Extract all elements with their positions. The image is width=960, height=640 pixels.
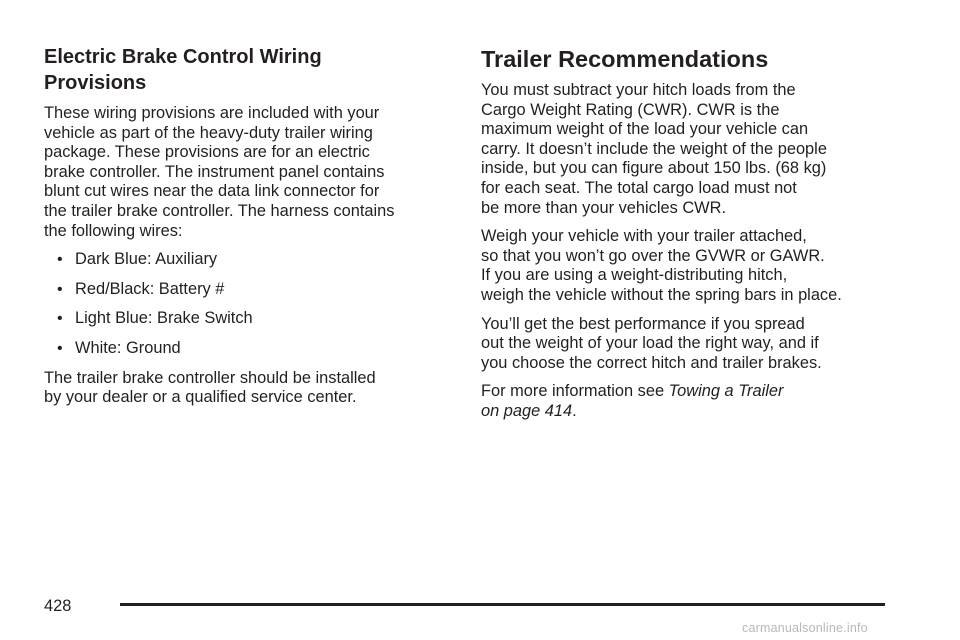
wire-list [44, 250, 420, 358]
text-line: You’ll get the best performance if you spread [481, 314, 805, 333]
text-line: inside, but you can figure about 150 lbs. (68 kg) [481, 159, 827, 178]
text-line: for each seat. The total cargo load must not [481, 178, 797, 197]
text-line: You must subtract your hitch loads from the [481, 81, 796, 99]
list-item [44, 250, 420, 270]
left-column [44, 44, 420, 417]
text-line: Weigh your vehicle with your trailer attached, [481, 227, 807, 246]
paragraph-installation [44, 369, 420, 408]
text-fragment: For more information see [481, 382, 669, 401]
paragraph-best-performance [481, 315, 901, 374]
text-line: Cargo Weight Rating (CWR). CWR is the [481, 100, 780, 119]
text-line: by your dealer or a qualified service center. [44, 388, 357, 407]
text-line: package. These provisions are for an electric [44, 143, 370, 162]
watermark: carmanualsonline.info [742, 621, 868, 635]
text-line: carry. It doesn’t include the weight of the people [481, 139, 827, 158]
footer-rule [120, 603, 885, 606]
paragraph-wiring-provisions [44, 104, 420, 241]
heading-line: Provisions [44, 72, 147, 94]
text-line: the trailer brake controller. The harness contains [44, 201, 395, 220]
text-line: If you are using a weight-distributing hitch, [481, 266, 788, 285]
list-item-text: Dark Blue: Auxiliary [75, 250, 218, 269]
link-line: on page 414 [481, 401, 573, 420]
page-number: 428 [44, 597, 72, 615]
text-line: you choose the correct hitch and trailer brakes. [481, 353, 822, 372]
paragraph-weigh-vehicle [481, 227, 901, 305]
list-item [44, 280, 420, 300]
list-item-text: White: Ground [75, 338, 181, 357]
section-heading-electric-brake [44, 44, 420, 96]
paragraph-cargo-weight [481, 81, 901, 218]
text-line: brake controller. The instrument panel contains [44, 162, 385, 181]
list-item-text: Light Blue: Brake Switch [75, 309, 253, 328]
text-line: so that you won’t go over the GVWR or GAWR. [481, 246, 825, 265]
text-line: out the weight of your load the right way, and if [481, 334, 819, 353]
text-line: maximum weight of the load your vehicle can [481, 120, 809, 139]
text-line: the following wires: [44, 221, 183, 240]
text-line: vehicle as part of the heavy-duty trailer wiring [44, 123, 373, 142]
bullet-icon: • [57, 251, 63, 269]
list-item-text: Red/Black: Battery # [75, 279, 225, 298]
text-line: These wiring provisions are included with your [44, 104, 380, 122]
text-line: The trailer brake controller should be installed [44, 368, 376, 387]
section-heading-trailer-recommendations: Trailer Recommendations [481, 46, 769, 72]
paragraph-more-information [481, 382, 901, 421]
bullet-icon: • [57, 339, 63, 357]
bullet-icon: • [57, 310, 63, 328]
text-fragment: . [572, 401, 577, 420]
bullet-icon: • [57, 280, 63, 298]
text-line: weigh the vehicle without the spring bars in place. [481, 285, 842, 304]
text-line: be more than your vehicles CWR. [481, 198, 727, 217]
right-column [481, 44, 901, 431]
heading-line: Electric Brake Control Wiring [44, 46, 322, 68]
text-line: blunt cut wires near the data link connector for [44, 182, 380, 201]
list-item [44, 339, 420, 359]
link-line: Towing a Trailer [668, 382, 784, 401]
list-item [44, 309, 420, 329]
